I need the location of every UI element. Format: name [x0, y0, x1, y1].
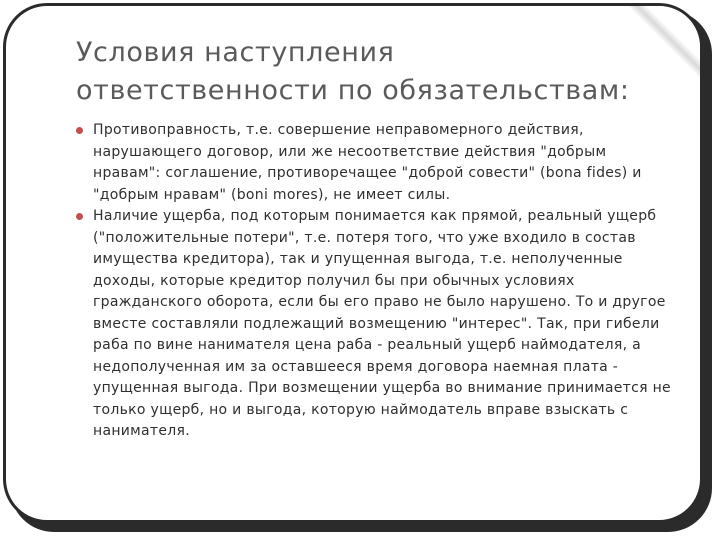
bullet-text: Наличие ущерба, под которым понимается как прямой, реальный ущерб ("положительные потери", т.е. потеря того, что уже входило в состав имущества кредитора), так и упущенная выгода, т.е. неполученные доходы, которые кредитор получил бы при обычных условиях гражданского оборота, если бы его право не было нарушено. То и другое вместе составляли подлежащий возмещению "интерес". Так, при гибели раба по вине нанимателя цена раба - реальный ущерб наймодателя, а недополученная им за оставшееся время договора наемная плата - упущенная выгода. При возмещении ущерба во внимание принимается не только ущерб, но и выгода, которую наймодатель вправе взыскать с нанимателя. — [93, 208, 671, 439]
slide-title — [76, 34, 676, 110]
slide-title-line-2: ответственности по обязательствам: — [76, 75, 630, 106]
slide-title-line-1: Условия наступления — [76, 37, 395, 68]
slide-content — [76, 34, 676, 443]
bullet-item — [76, 120, 676, 206]
bullet-list — [76, 120, 676, 443]
bullet-dot-icon — [76, 213, 83, 220]
bullet-text: Противоправность, т.е. совершение неправомерного действия, нарушающего договор, или же несоответствие действия "добрым нравам": соглашение, противоречащее "доброй совести" (bona fides) и "добрым нравам" (boni mores), не имеет силы. — [93, 122, 642, 203]
bullet-item — [76, 206, 676, 443]
bullet-dot-icon — [76, 127, 83, 134]
